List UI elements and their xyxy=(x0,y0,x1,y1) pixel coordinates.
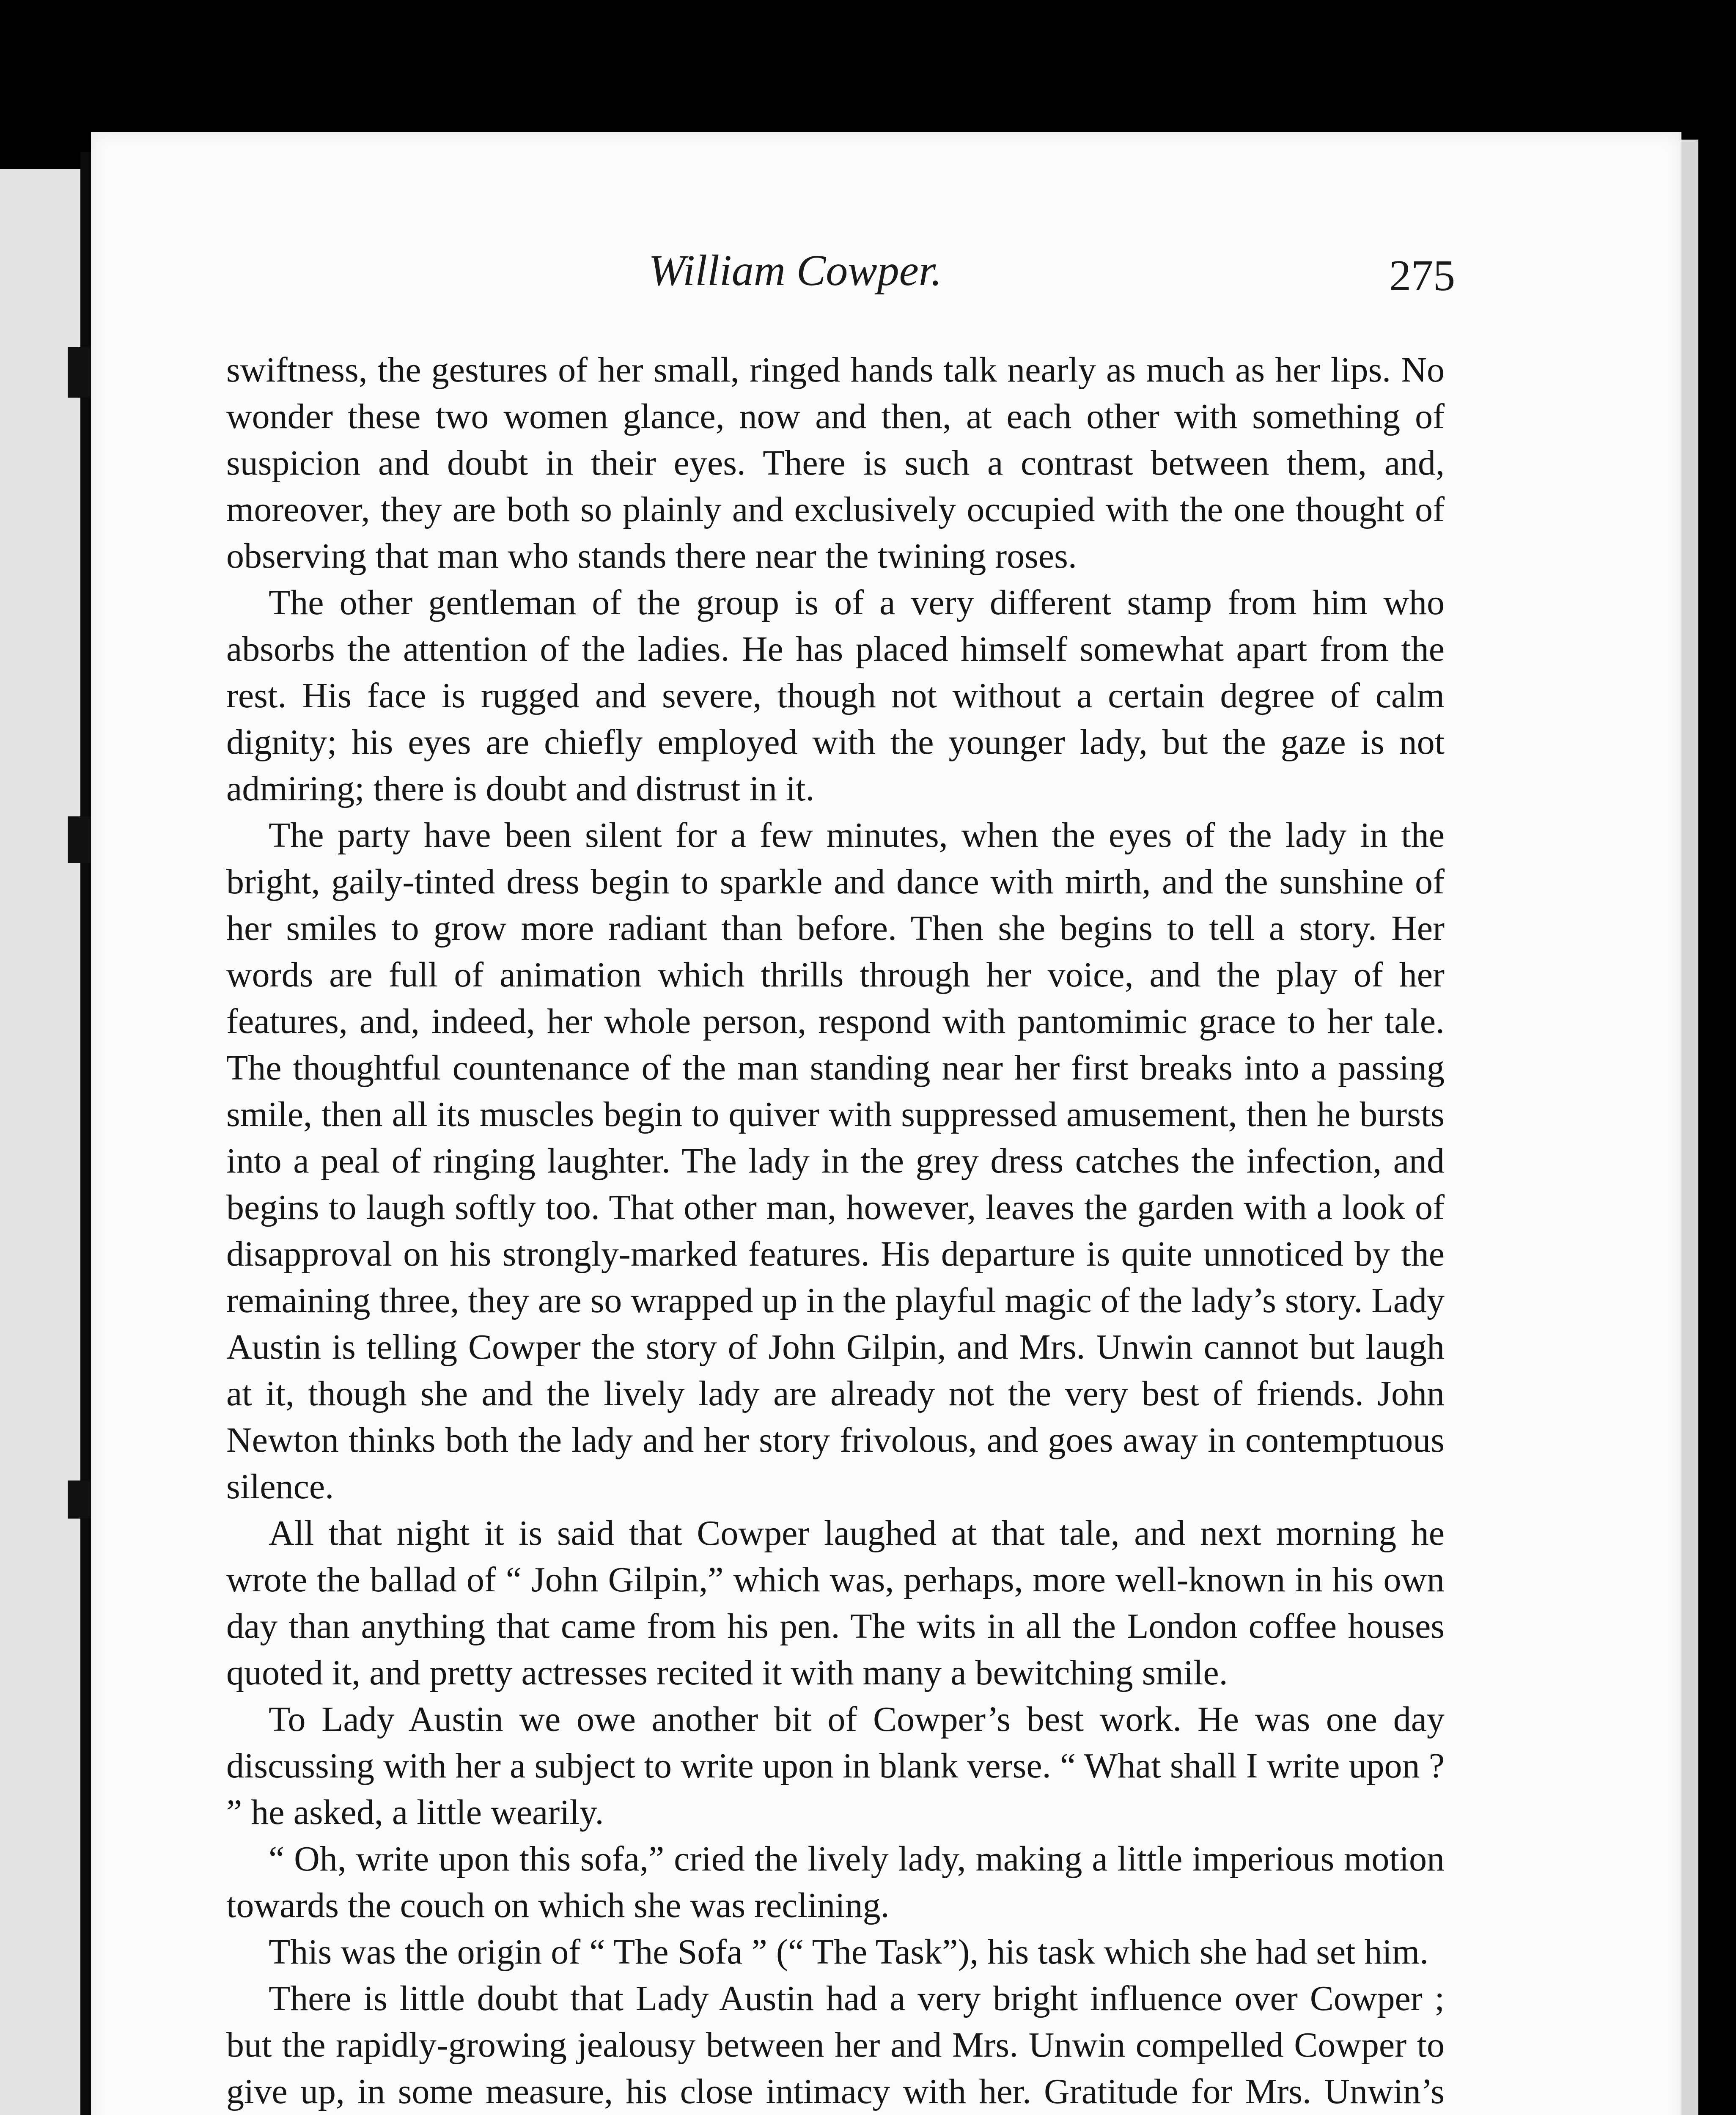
page-number: 275 xyxy=(1389,251,1455,300)
paragraph: The other gentleman of the group is of a very different stamp from him who absorbs the attention of the ladies. He has placed himself somewhat apart from the rest. His face is rugged and severe, though not without a certain degree of calm dignity; his eyes are chiefly employed with the younger lady, but the gaze is not admiring; there is doubt and distrust in it. xyxy=(226,583,1445,808)
paragraph: The party have been silent for a few minutes, when the eyes of the lady in the bright, gaily-tinted dress begin to sparkle and dance with mirth, and the sunshine of her smiles to grow more radiant than before. Then she begins to tell a story. Her words are full of animation which thrills through her voice, and the play of her features, and, indeed, her whole person, respond with pantomimic grace to her tale. The thoughtful countenance of the man standing near her first breaks into a passing smile, then all its muscles begin to quiver with suppressed amusement, then he bursts into a peal of ringing laughter. The lady in the grey dress catches the infection, and begins to laugh softly too. That other man, however, leaves the garden with a look of disapproval on his strongly-marked features. His departure is quite unnoticed by the remaining three, they are so wrapped up in the playful magic of the lady’s story. Lady Austin is telling Cowper the story of John Gilpin, and Mrs. Unwin cannot but laugh at it, though she and the lively lady are already not the very best of friends. John Newton thinks both the lady and her story frivolous, and goes away in contemptuous silence. xyxy=(226,816,1445,1506)
body-text xyxy=(226,347,1445,2115)
paragraph: There is little doubt that Lady Austin had a very bright influence over Cowper ; but the rapidly-growing jealousy between her and Mrs. Unwin compelled Cowper to give up, in some measure, his close intimacy with her. Gratitude for Mrs. Unwin’s xyxy=(226,1979,1445,2111)
binding-thread-lower xyxy=(68,1480,93,1519)
paragraph: “ Oh, write upon this sofa,” cried the lively lady, making a little imperious motion towards the couch on which she was reclining. xyxy=(226,1839,1445,1925)
binding-thread-top xyxy=(68,347,93,398)
page-header xyxy=(135,241,1455,300)
paragraph: All that night it is said that Cowper laughed at that tale, and next morning he wrote the ballad of “ John Gilpin,” which was, perhaps, more well-known in his own day than anything that came from his pen. The wits in all the London coffee houses quoted it, and pretty actresses recited it with many a bewitching smile. xyxy=(226,1513,1445,1692)
right-page-edge xyxy=(1681,140,1698,2115)
running-head: William Cowper. xyxy=(648,246,942,295)
paragraph: To Lady Austin we owe another bit of Cowper’s best work. He was one day discussing with her a subject to write upon in blank verse. “ What shall I write upon ? ” he asked, a little wearily. xyxy=(226,1700,1445,1832)
paragraph: swiftness, the gestures of her small, ringed hands talk nearly as much as her lips. No wonder these two women glance, now and then, at each other with something of suspicion and doubt in their eyes. There is such a contrast between them, and, moreover, they are both so plainly and exclusively occupied with the one thought of observing that man who stands there near the twining roses. xyxy=(226,350,1445,576)
binding-thread-upper xyxy=(68,816,93,863)
left-page-edge xyxy=(0,169,82,2115)
paragraph: This was the origin of “ The Sofa ” (“ The Task”), his task which she had set him. xyxy=(269,1932,1429,1972)
